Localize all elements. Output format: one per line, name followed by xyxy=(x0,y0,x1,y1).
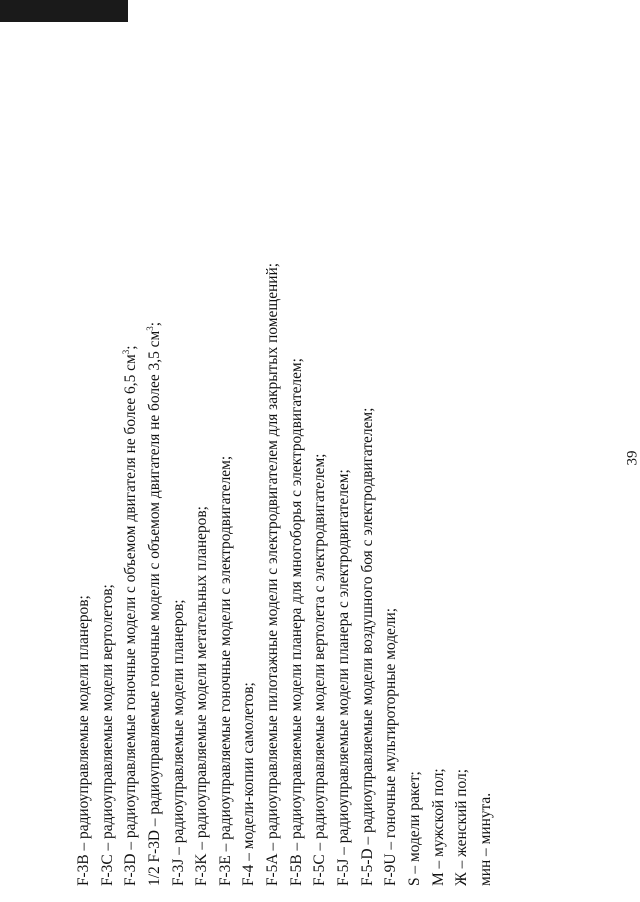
abbreviation-line xyxy=(72,263,96,886)
abbreviation-line xyxy=(379,263,403,886)
abbreviation-text: М – мужской пол; xyxy=(429,768,447,886)
superscript: 3 xyxy=(121,349,132,355)
abbreviation-text: F-3J – радиоуправляемые модели планеров; xyxy=(169,599,187,886)
abbreviation-line xyxy=(143,263,167,886)
abbreviation-text: F-5B – радиоуправляемые модели планера для многоборья с электродвигателем; xyxy=(287,358,305,886)
abbreviation-line xyxy=(450,263,474,886)
abbreviation-line xyxy=(403,263,427,886)
abbreviation-text: F-5A – радиоуправляемые пилотажные модели с электродвигателем для закрытых помещений; xyxy=(264,262,282,886)
abbreviation-text: F-3C – радиоуправляемые модели вертолетов; xyxy=(98,584,116,886)
abbreviation-text: 1/2 F-3D – радиоуправляемые гоночные модели с объемом двигателя не более 3,5 см xyxy=(145,330,163,886)
abbreviation-text: Ж – женский пол; xyxy=(453,769,471,886)
abbreviation-text: F-3E – радиоуправляемые гоночные модели с электродвигателем; xyxy=(216,455,234,886)
abbreviation-text: F-3B – радиоуправляемые модели планеров; xyxy=(75,595,92,886)
abbreviation-line xyxy=(308,263,332,886)
abbreviation-text: мин – минута. xyxy=(476,792,494,886)
abbreviation-line xyxy=(167,263,191,886)
abbreviation-line xyxy=(261,263,285,886)
abbreviation-text: F-5J – радиоуправляемые модели планера с электродвигателем; xyxy=(335,469,353,886)
abbreviation-line xyxy=(285,263,309,886)
abbreviation-line xyxy=(214,263,238,886)
abbreviation-text: F-5-D – радиоуправляемые модели воздушного боя с электродвигателем; xyxy=(358,407,376,886)
abbreviation-text: F-9U – гоночные мультироторные модели; xyxy=(382,607,400,886)
abbreviation-text: F-4 – модели-копии самолетов; xyxy=(240,682,258,886)
line-tail: ; xyxy=(122,345,140,350)
abbreviation-list xyxy=(72,263,498,886)
abbreviation-line xyxy=(237,263,261,886)
abbreviation-text: F-3K – радиоуправляемые модели метательных планеров; xyxy=(193,506,211,886)
abbreviation-text: F-3D – радиоуправляемые гоночные модели с объемом двигателя не более 6,5 см xyxy=(122,354,140,886)
page-number: 39 xyxy=(624,450,640,466)
abbreviation-line xyxy=(356,263,380,886)
abbreviation-text: F-5C – радиоуправляемые модели вертолета с электродвигателем; xyxy=(311,453,329,886)
abbreviation-line xyxy=(119,263,143,886)
abbreviation-line xyxy=(332,263,356,886)
abbreviation-line xyxy=(474,263,498,886)
abbreviation-line xyxy=(190,263,214,886)
superscript: 3 xyxy=(144,326,155,331)
abbreviation-line xyxy=(96,263,120,886)
abbreviation-line xyxy=(427,263,451,886)
line-tail: ; xyxy=(145,322,163,327)
abbreviation-text: S – модели ракет; xyxy=(405,771,423,886)
